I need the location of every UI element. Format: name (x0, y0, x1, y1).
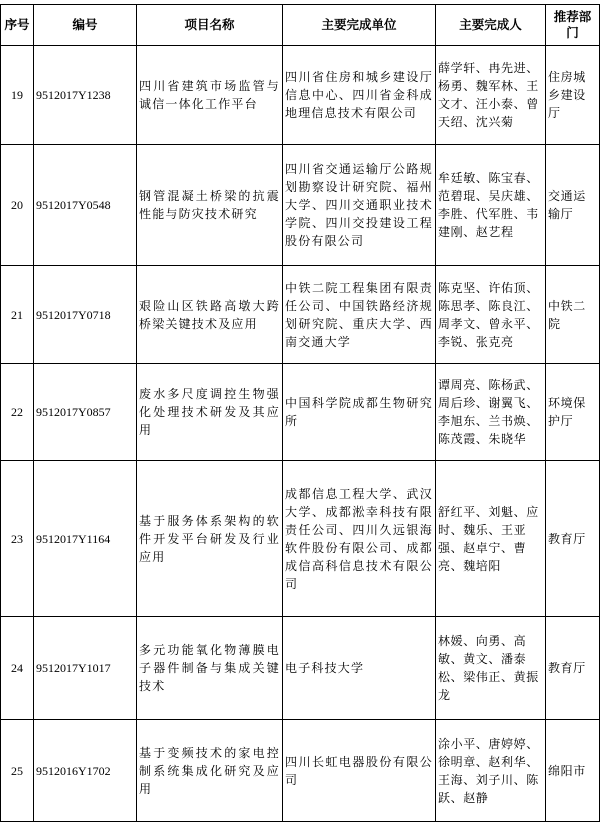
row-main-people: 舒红平、刘魁、应时、魏乐、王亚强、赵卓宁、曹亮、魏培阳 (436, 461, 546, 617)
table-row (1, 145, 600, 266)
row-main-unit: 电子科技大学 (283, 617, 436, 720)
row-main-unit: 成都信息工程大学、武汉大学、成都淞幸科技有限责任公司、四川久远银海软件股份有限公司、成都成信高科信息技术有限公司 (283, 461, 436, 617)
row-project-name: 艰险山区铁路高墩大跨桥梁关键技术及应用 (137, 266, 283, 364)
table-row (1, 46, 600, 145)
table-row (1, 720, 600, 822)
row-seq: 22 (1, 364, 34, 461)
row-code: 9512016Y1702 (34, 720, 137, 822)
row-main-unit: 四川省住房和城乡建设厅信息中心、四川省金科成地理信息技术有限公司 (283, 46, 436, 145)
row-dept: 环境保护厅 (546, 364, 600, 461)
row-dept: 中铁二院 (546, 266, 600, 364)
row-main-unit: 四川省交通运输厅公路规划勘察设计研究院、福州大学、四川交通职业技术学院、四川交投建设工程股份有限公司 (283, 145, 436, 266)
row-code: 9512017Y0548 (34, 145, 137, 266)
header-code: 编号 (34, 5, 137, 46)
row-project-name: 四川省建筑市场监管与诚信一体化工作平台 (137, 46, 283, 145)
table-row (1, 617, 600, 720)
header-project-name: 项目名称 (137, 5, 283, 46)
row-seq: 23 (1, 461, 34, 617)
row-main-people: 林媛、向勇、高敏、黄文、潘泰松、梁伟正、黄振龙 (436, 617, 546, 720)
table-row (1, 266, 600, 364)
row-dept: 住房城乡建设厅 (546, 46, 600, 145)
table-row (1, 364, 600, 461)
row-main-people: 薛学轩、冉先进、杨勇、魏军林、王文才、汪小泰、曾天绍、沈兴菊 (436, 46, 546, 145)
row-project-name: 废水多尺度调控生物强化处理技术研发及其应用 (137, 364, 283, 461)
row-dept: 教育厅 (546, 461, 600, 617)
row-main-people: 涂小平、唐婷婷、徐明章、赵利华、王海、刘子川、陈跃、赵静 (436, 720, 546, 822)
header-main-unit: 主要完成单位 (283, 5, 436, 46)
row-dept: 教育厅 (546, 617, 600, 720)
table-row (1, 461, 600, 617)
row-main-people: 谭周亮、陈杨武、周后珍、谢翼飞、李旭东、兰书焕、陈茂霞、朱晓华 (436, 364, 546, 461)
row-seq: 21 (1, 266, 34, 364)
row-main-people: 牟廷敏、陈宝春、范碧琨、吴庆雄、李胜、代军胜、韦建刚、赵艺程 (436, 145, 546, 266)
awards-table (0, 4, 600, 822)
row-seq: 24 (1, 617, 34, 720)
row-dept: 交通运输厅 (546, 145, 600, 266)
row-main-unit: 中铁二院工程集团有限责任公司、中国铁路经济规划研究院、重庆大学、西南交通大学 (283, 266, 436, 364)
row-project-name: 多元功能氧化物薄膜电子器件制备与集成关键技术 (137, 617, 283, 720)
row-code: 9512017Y1017 (34, 617, 137, 720)
row-main-unit: 四川长虹电器股份有限公司 (283, 720, 436, 822)
row-code: 9512017Y0857 (34, 364, 137, 461)
header-main-people: 主要完成人 (436, 5, 546, 46)
row-project-name: 钢管混凝土桥梁的抗震性能与防灾技术研究 (137, 145, 283, 266)
row-code: 9512017Y1238 (34, 46, 137, 145)
row-main-unit: 中国科学院成都生物研究所 (283, 364, 436, 461)
header-recommending-dept: 推荐部门 (546, 5, 600, 46)
row-project-name: 基于服务体系架构的软件开发平台研发及行业应用 (137, 461, 283, 617)
row-seq: 20 (1, 145, 34, 266)
header-seq: 序号 (1, 5, 34, 46)
row-seq: 25 (1, 720, 34, 822)
row-project-name: 基于变频技术的家电控制系统集成化研究及应用 (137, 720, 283, 822)
header-row (1, 5, 600, 46)
row-code: 9512017Y1164 (34, 461, 137, 617)
row-code: 9512017Y0718 (34, 266, 137, 364)
row-main-people: 陈克坚、许佑顶、陈思孝、陈良江、周孝文、曾永平、李锐、张克亮 (436, 266, 546, 364)
row-dept: 绵阳市 (546, 720, 600, 822)
row-seq: 19 (1, 46, 34, 145)
